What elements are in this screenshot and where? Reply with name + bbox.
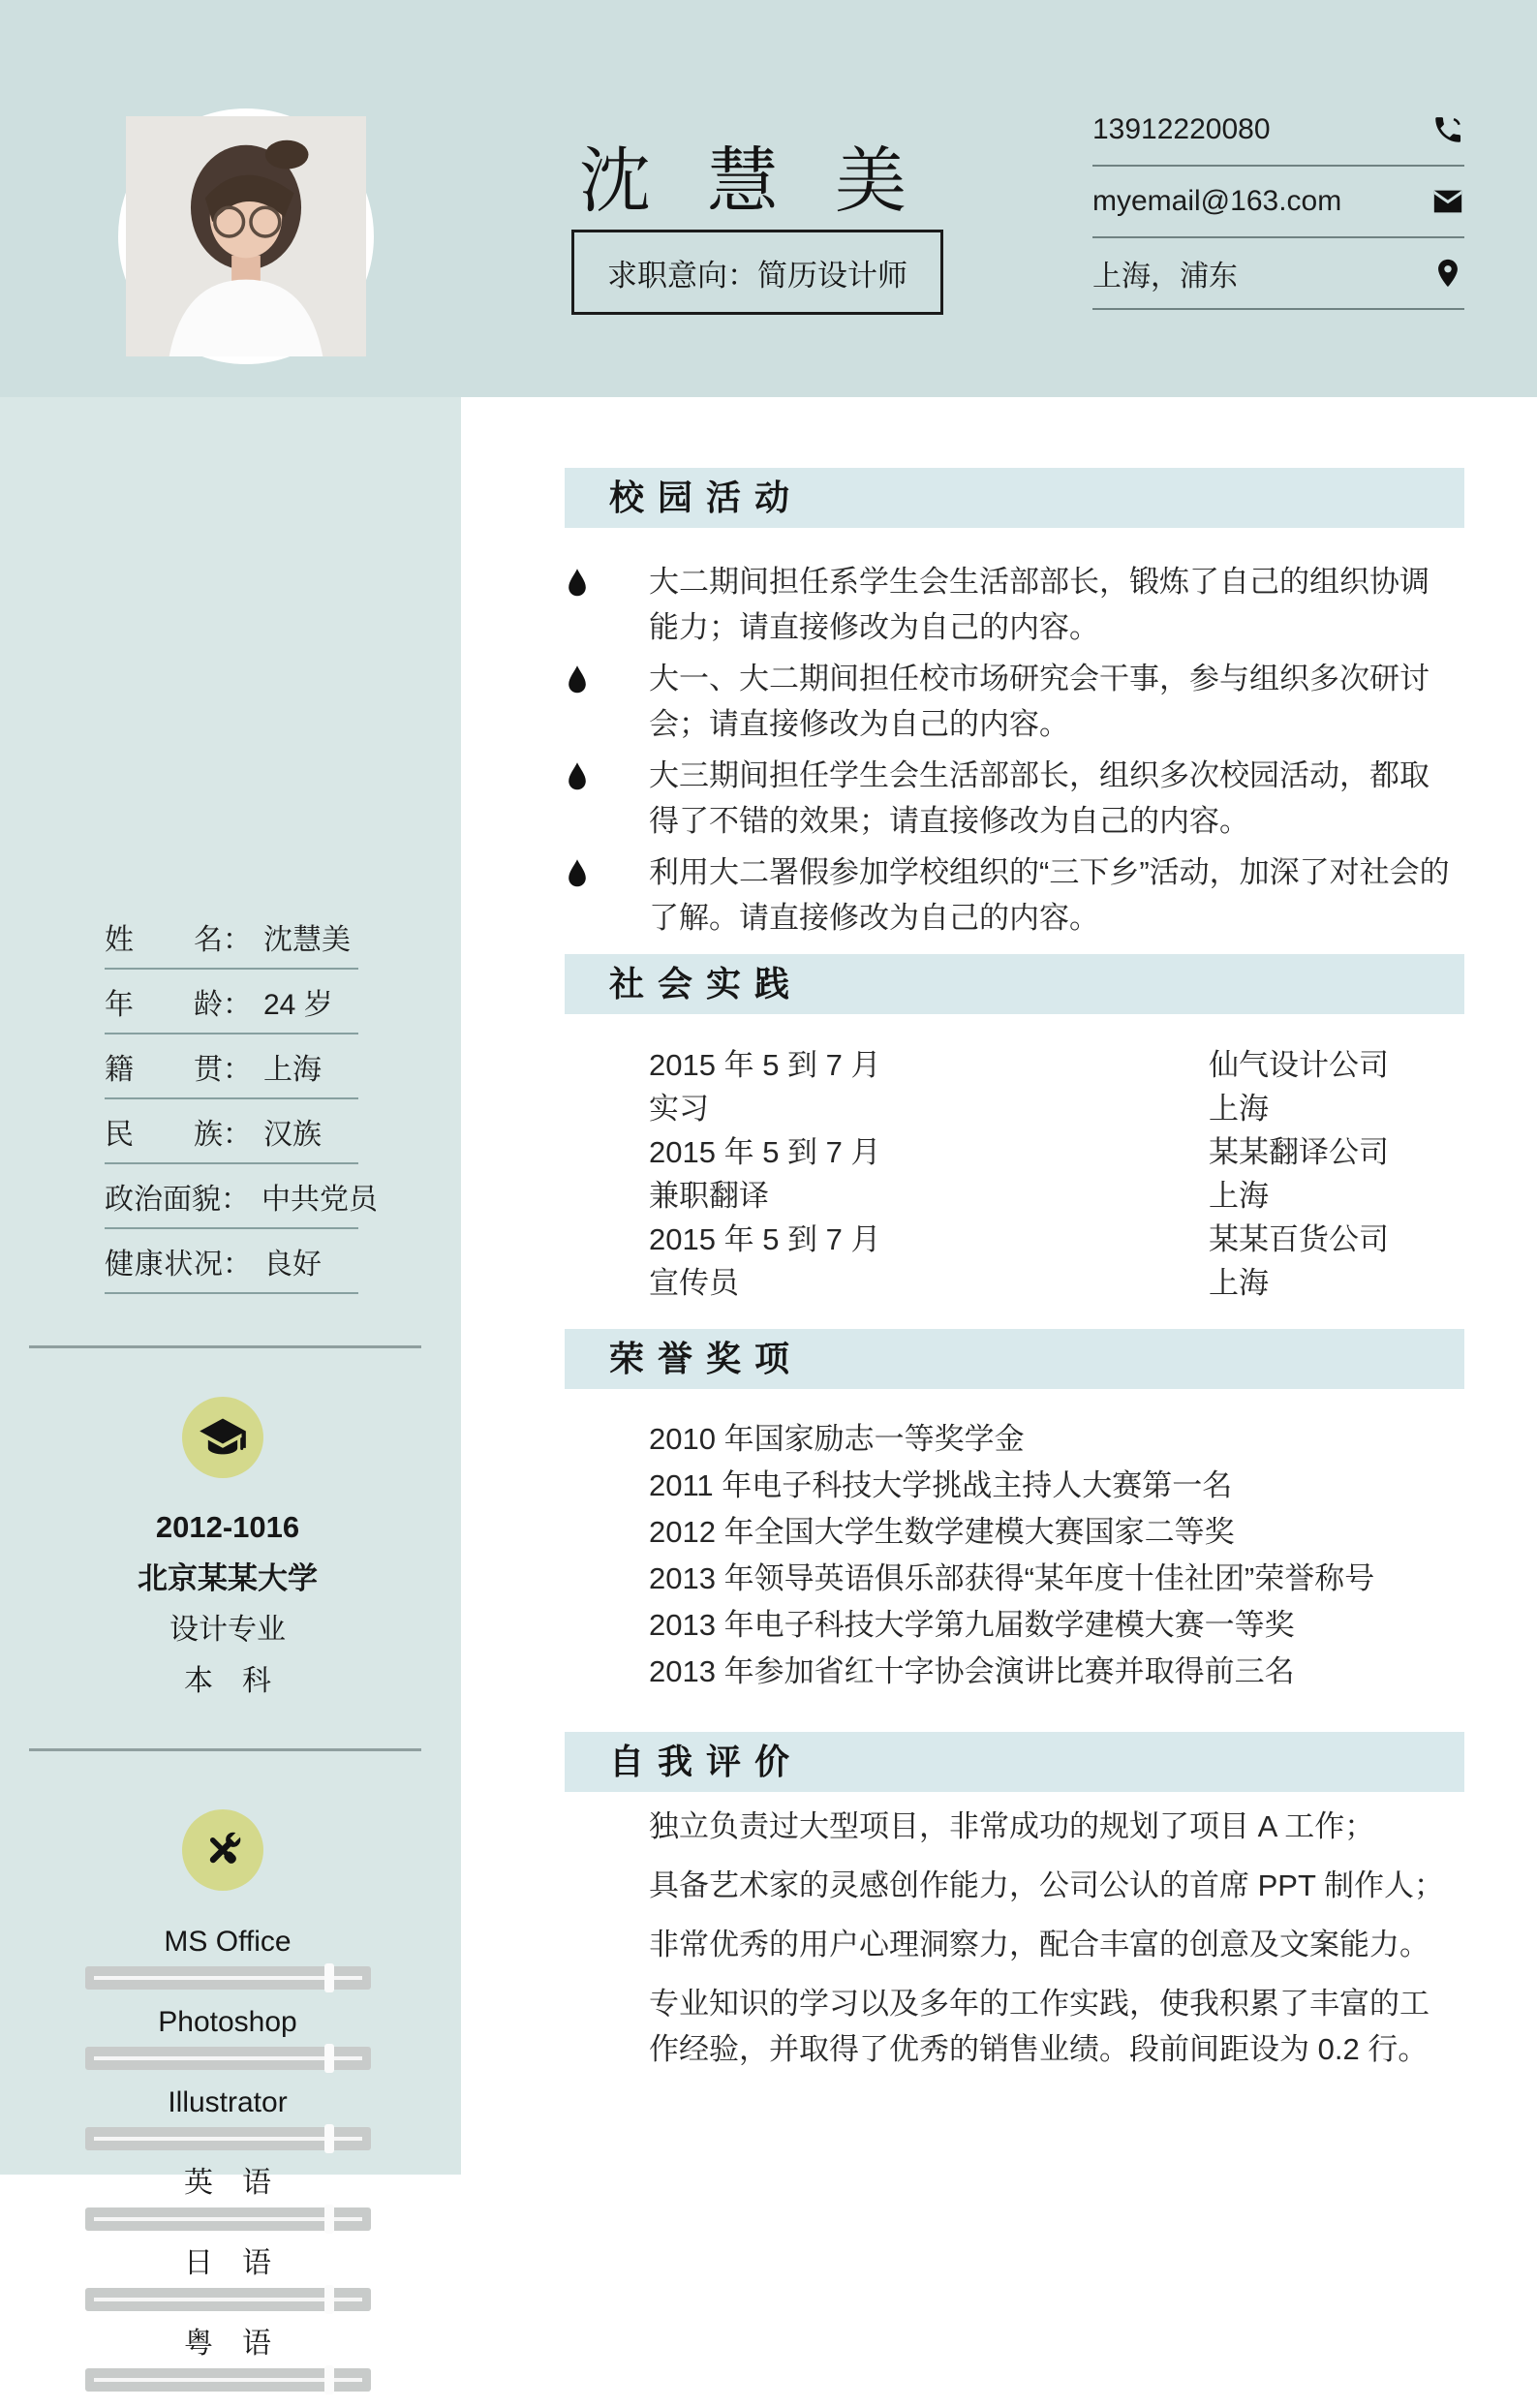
practice-company: 仙气设计公司	[1209, 1048, 1389, 1082]
self-evaluation-text: 专业知识的学习以及多年的工作实践，使我积累了丰富的工作经验，并取得了优秀的销售业绩。段前间距设为 0.2 行。	[649, 1987, 1429, 2066]
education-block	[39, 1501, 416, 1707]
dot-bullet-icon	[567, 1043, 649, 1130]
profile-photo	[118, 108, 374, 364]
job-objective-box	[571, 230, 943, 315]
education-years: 2012-1016	[155, 1510, 300, 1544]
self-evaluation-text: 具备艺术家的灵感创作能力，公司公认的首席 PPT 制作人；	[649, 1868, 1444, 1902]
award-item	[567, 1552, 1467, 1598]
skill-level-slider	[85, 2047, 371, 2070]
skill-name: 日 语	[184, 2247, 271, 2279]
education-badge	[182, 1397, 263, 1478]
section-title: 社会实践	[609, 964, 804, 1003]
list-item	[567, 656, 1453, 747]
award-text: 2010 年国家励志一等奖学金	[649, 1421, 1025, 1456]
awards-list	[567, 1412, 1467, 1691]
skill-item-msoffice	[39, 1926, 416, 2006]
campus-activity-text: 大一、大二期间担任校市场研究会干事，参与组织多次研讨会；请直接修改为自己的内容。	[649, 662, 1429, 741]
info-colon: ：	[223, 988, 252, 1021]
practice-row	[567, 1218, 1453, 1305]
location-text: 上海，浦东	[1092, 261, 1238, 293]
section-title: 校园活动	[609, 478, 804, 517]
contact-row-email	[1092, 167, 1464, 238]
sidebar-divider	[29, 1345, 421, 1348]
email-address: myemail@163.com	[1092, 185, 1342, 217]
skill-name: 英 语	[184, 2167, 271, 2199]
practice-city: 上海	[1209, 1266, 1269, 1300]
practice-date: 2015 年 5 到 7 月	[649, 1048, 881, 1082]
skill-name: MS Office	[164, 1926, 292, 1958]
section-header-social-practice	[565, 954, 1464, 1014]
list-item	[567, 559, 1453, 650]
skill-level-slider	[85, 2127, 371, 2150]
award-text: 2011 年电子科技大学挑战主持人大赛第一名	[649, 1467, 1233, 1502]
info-row-political-status	[105, 1164, 378, 1229]
skill-level-slider	[85, 1966, 371, 1990]
list-item	[567, 1804, 1453, 1849]
info-colon: ：	[223, 1248, 252, 1281]
practice-date-role	[649, 1218, 1209, 1305]
black-star-bullet-icon	[567, 1863, 649, 1908]
info-row-age	[105, 970, 358, 1034]
contact-list	[1092, 95, 1464, 310]
info-colon: ：	[223, 1118, 252, 1151]
profile-photo-placeholder	[126, 116, 366, 356]
slider-track-line	[94, 2056, 362, 2060]
location-icon	[1431, 257, 1464, 290]
skill-name: Photoshop	[158, 2006, 297, 2038]
practice-company: 某某百货公司	[1209, 1222, 1389, 1256]
graduation-cap-icon	[198, 1412, 248, 1463]
info-row-hometown	[105, 1034, 358, 1099]
practice-company-city	[1209, 1130, 1451, 1218]
phone-icon	[1431, 113, 1464, 146]
skills-badge	[182, 1809, 263, 1891]
practice-role: 宣传员	[649, 1266, 739, 1300]
practice-date: 2015 年 5 到 7 月	[649, 1222, 881, 1256]
award-text: 2013 年领导英语俱乐部获得“某年度十佳社团”荣誉称号	[649, 1560, 1375, 1595]
award-item	[567, 1412, 1467, 1459]
practice-date: 2015 年 5 到 7 月	[649, 1135, 881, 1169]
section-title: 荣誉奖项	[609, 1339, 804, 1378]
practice-company-city	[1209, 1218, 1451, 1305]
section-header-honors-awards	[565, 1329, 1464, 1389]
slider-track-line	[94, 1976, 362, 1980]
list-item	[567, 1863, 1453, 1908]
practice-city: 上海	[1209, 1179, 1269, 1213]
contact-row-location	[1092, 238, 1464, 310]
campus-activities-list	[567, 559, 1453, 946]
droplet-bullet-icon	[567, 656, 649, 747]
info-colon: ：	[223, 1053, 252, 1086]
mail-icon	[1431, 185, 1464, 218]
info-value: 良好	[263, 1248, 322, 1281]
info-value: 24 岁	[263, 988, 333, 1021]
slider-track-line	[94, 2137, 362, 2141]
slider-thumb	[324, 2365, 334, 2394]
job-objective-text: 求职意向：简历设计师	[607, 258, 907, 293]
list-item	[567, 849, 1453, 941]
education-school: 北京某某大学	[138, 1561, 318, 1595]
list-item	[567, 1981, 1453, 2072]
sidebar	[0, 397, 461, 2360]
info-label: 年龄	[105, 988, 223, 1021]
droplet-bullet-icon	[567, 753, 649, 844]
skill-item-cantonese	[39, 2328, 416, 2408]
education-degree: 本 科	[184, 1665, 271, 1697]
skill-item-japanese	[39, 2247, 416, 2328]
skill-name: 粤 语	[184, 2328, 271, 2360]
skill-item-illustrator	[39, 2086, 416, 2167]
practice-role: 兼职翻译	[649, 1179, 769, 1213]
slider-thumb	[324, 2124, 334, 2153]
candidate-name: 沈慧美	[579, 140, 963, 221]
education-major: 设计专业	[169, 1614, 286, 1646]
skill-item-photoshop	[39, 2006, 416, 2086]
award-text: 2013 年参加省红十字协会演讲比赛并取得前三名	[649, 1653, 1295, 1688]
personal-info-list	[105, 905, 378, 1294]
practice-row	[567, 1043, 1453, 1130]
contact-row-phone	[1092, 95, 1464, 167]
info-row-name	[105, 905, 358, 970]
skill-level-slider	[85, 2288, 371, 2311]
practice-company: 某某翻译公司	[1209, 1135, 1389, 1169]
slider-thumb	[324, 1963, 334, 1992]
section-title: 自我评价	[609, 1742, 804, 1781]
self-evaluation-text: 独立负责过大型项目，非常成功的规划了项目 A 工作；	[649, 1809, 1375, 1843]
info-colon: ：	[221, 1183, 250, 1216]
skill-name: Illustrator	[168, 2086, 288, 2118]
black-star-bullet-icon	[567, 1804, 649, 1849]
practice-date-role	[649, 1130, 1209, 1218]
slider-thumb	[324, 2285, 334, 2314]
skills-list	[39, 1926, 416, 2408]
header	[0, 0, 1537, 397]
practice-date-role	[649, 1043, 1209, 1130]
award-item	[567, 1645, 1467, 1691]
info-label: 姓名	[105, 923, 223, 956]
black-star-bullet-icon	[567, 1922, 649, 1967]
award-item	[567, 1598, 1467, 1645]
dot-bullet-icon	[567, 1218, 649, 1305]
info-colon: ：	[223, 923, 252, 956]
phone-number: 13912220080	[1092, 113, 1271, 145]
info-row-health	[105, 1229, 358, 1294]
skill-level-slider	[85, 2207, 371, 2231]
black-star-bullet-icon	[567, 1981, 649, 2072]
info-row-ethnicity	[105, 1099, 358, 1164]
skill-item-english	[39, 2167, 416, 2247]
slider-track-line	[94, 2298, 362, 2301]
list-item	[567, 1922, 1453, 1967]
slider-track-line	[94, 2217, 362, 2221]
info-label: 政治面貌	[105, 1183, 221, 1216]
skill-level-slider	[85, 2368, 371, 2392]
campus-activity-text: 利用大二署假参加学校组织的“三下乡”活动，加深了对社会的了解。请直接修改为自己的内容。	[649, 855, 1450, 935]
info-value: 中共党员	[261, 1183, 378, 1216]
sidebar-divider	[29, 1748, 421, 1751]
list-item	[567, 753, 1453, 844]
section-header-self-evaluation	[565, 1732, 1464, 1792]
droplet-bullet-icon	[567, 559, 649, 650]
award-item	[567, 1459, 1467, 1505]
award-item	[567, 1505, 1467, 1552]
info-label: 籍贯	[105, 1053, 223, 1086]
practice-role: 实习	[649, 1092, 709, 1126]
practice-city: 上海	[1209, 1092, 1269, 1126]
info-label: 民族	[105, 1118, 223, 1151]
practice-company-city	[1209, 1043, 1451, 1130]
award-text: 2013 年电子科技大学第九届数学建模大赛一等奖	[649, 1607, 1295, 1642]
self-evaluation-list	[567, 1804, 1453, 2085]
info-value: 沈慧美	[263, 923, 351, 956]
campus-activity-text: 大三期间担任学生会生活部部长，组织多次校园活动，都取得了不错的效果；请直接修改为自己的内容。	[649, 758, 1429, 838]
dot-bullet-icon	[567, 1130, 649, 1218]
info-value: 上海	[263, 1053, 322, 1086]
self-evaluation-text: 非常优秀的用户心理洞察力，配合丰富的创意及文案能力。	[649, 1928, 1429, 1961]
slider-thumb	[324, 2044, 334, 2073]
slider-thumb	[324, 2205, 334, 2234]
campus-activity-text: 大二期间担任系学生会生活部部长，锻炼了自己的组织协调能力；请直接修改为自己的内容。	[649, 565, 1429, 644]
social-practice-list	[567, 1043, 1453, 1305]
info-value: 汉族	[263, 1118, 322, 1151]
practice-row	[567, 1130, 1453, 1218]
slider-track-line	[94, 2378, 362, 2382]
award-text: 2012 年全国大学生数学建模大赛国家二等奖	[649, 1514, 1235, 1549]
tools-icon	[198, 1825, 248, 1875]
droplet-bullet-icon	[567, 849, 649, 941]
info-label: 健康状况	[105, 1248, 223, 1281]
section-header-campus-activities	[565, 468, 1464, 528]
